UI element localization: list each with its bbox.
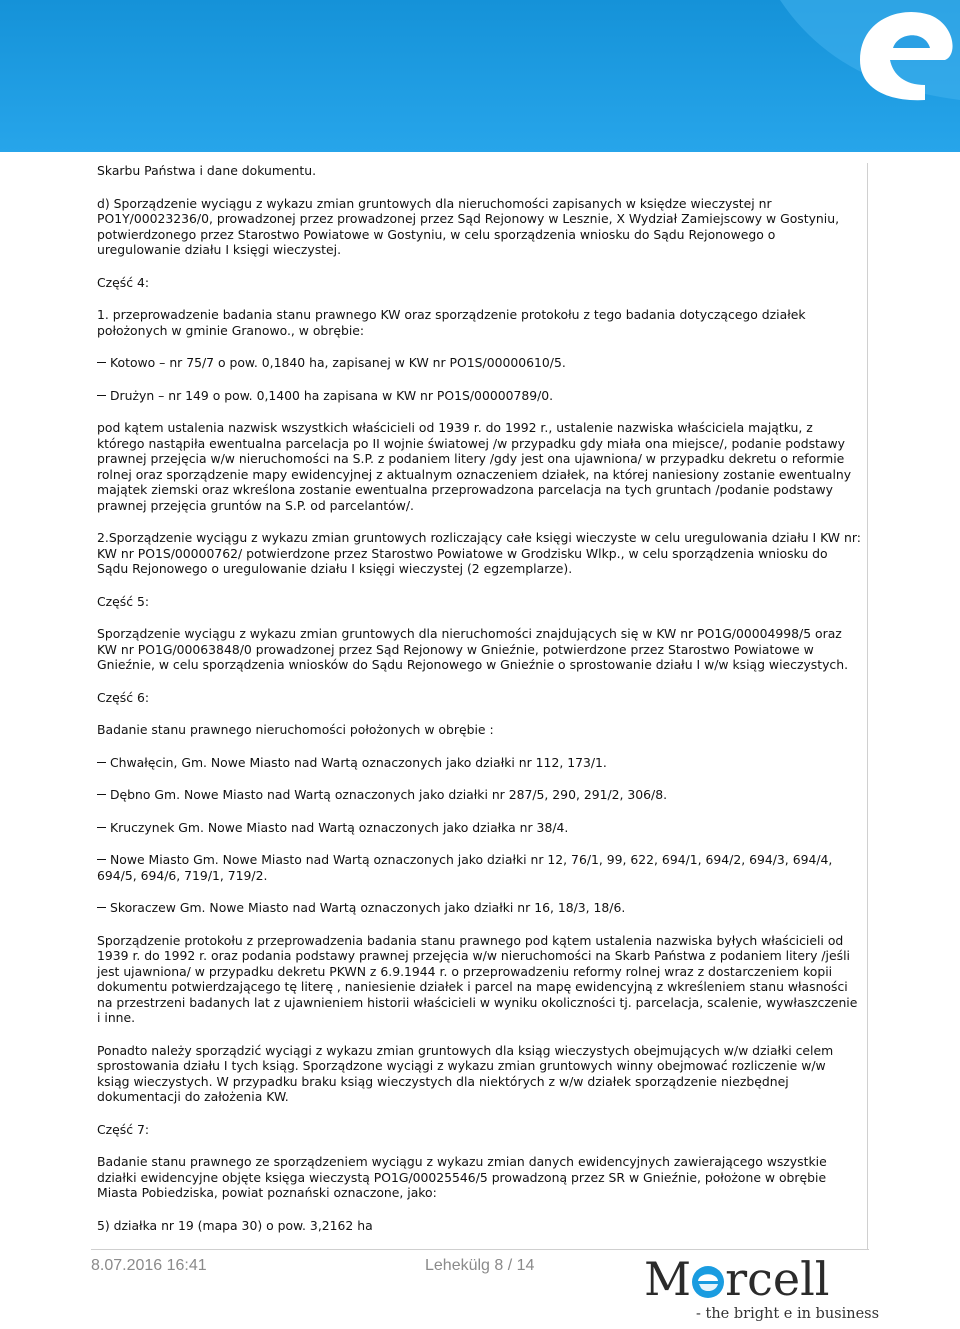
page-frame-line — [867, 163, 868, 1250]
part-6-paragraph-1: Sporządzenie protokołu z przeprowadzenia badania stanu prawnego pod kątem ustalenia nazwiska byłych właścicieli od 1939 r. do 1992 r. oraz podania podstawy prawnej przejęcia w/w nieruchomości na Skarb Państwa z podaniem litery /jeśli jest ujawniona/ w przypadku dekretu PKWN z 6.9.1944 r. o przeprowadzeniu reformy rolnej wraz z dostarczeniem kopii dokumentu potwierdzającego tę literę , naniesienie działek i parcel na mapę ewidencyjną z wkreśleniem stanu własności na przestrzeni badanych lat z ujawnieniem historii właścicieli w wyniku okoliczności tj. parcelacja, scalenie, wywłaszczenie i inne. — [97, 932, 858, 1025]
footer-date: 8.07.2016 16:41 — [91, 1257, 207, 1274]
part-4-bullet-1 — [97, 355, 861, 371]
logo-letters-rcell: rcell — [725, 1252, 830, 1306]
part-6-title: Część 6: — [97, 689, 150, 705]
part-4-item-1: 1. przeprowadzenie badania stanu prawnego KW oraz sporządzenie protokołu z tego badania dotyczącego działek położonych w gminie Granowo., w obrębie: — [97, 307, 806, 338]
footer-page-number: Lehekülg 8 / 14 — [425, 1257, 535, 1274]
part-6-bullet-2 — [97, 787, 861, 803]
bullet-text: Chwałęcin, Gm. Nowe Miasto nad Wartą oznaczonych jako działki nr 112, 173/1. — [110, 754, 607, 770]
bullet-text: Kruczynek Gm. Nowe Miasto nad Wartą oznaczonych jako działka nr 38/4. — [110, 819, 569, 835]
bullet-text: Skoraczew Gm. Nowe Miasto nad Wartą oznaczonych jako działki nr 16, 18/3, 18/6. — [110, 900, 626, 915]
part-7-title: Część 7: — [97, 1121, 150, 1137]
bullet-text: Nowe Miasto Gm. Nowe Miasto nad Wartą oznaczonych jako działki nr 12, 76/1, 99, 622, 694/1, 694/2, 694/3, 694/4, 694/5, 694/6, 719/1, 719/2. — [97, 852, 833, 883]
dash-bullet — [97, 362, 106, 363]
e-swirl-logo-icon — [0, 0, 960, 152]
logo-letter-m: M — [644, 1252, 692, 1306]
bullet-text: Kotowo – nr 75/7 o pow. 0,1840 ha, zapisanej w KW nr PO1S/00000610/5. — [110, 355, 566, 370]
part-6-bullet-1 — [97, 755, 861, 771]
bullet-text: Dębno Gm. Nowe Miasto nad Wartą oznaczonych jako działki nr 287/5, 290, 291/2, 306/8. — [110, 787, 668, 802]
dash-bullet — [97, 794, 106, 795]
logo-e-icon — [691, 1265, 725, 1299]
dash-bullet — [97, 859, 106, 860]
bullet-text: Drużyn – nr 149 o pow. 0,1400 ha zapisana w KW nr PO1S/00000789/0. — [110, 387, 554, 403]
part-6-bullet-3 — [97, 820, 861, 836]
dash-bullet — [97, 762, 106, 763]
header-banner — [0, 0, 960, 152]
part-6-bullet-4 — [97, 852, 861, 883]
logo-tagline: - the bright e in business — [696, 1306, 880, 1322]
part-4-title: Część 4: — [97, 274, 150, 290]
dash-bullet — [97, 907, 106, 908]
part-7-item: 5) działka nr 19 (mapa 30) o pow. 3,2162 ha — [97, 1217, 373, 1233]
dash-bullet — [97, 827, 106, 828]
part-4-item-2: 2.Sporządzenie wyciągu z wykazu zmian gruntowych rozliczający całe księgi wieczyste w celu uregulowania działu I KW nr: KW nr PO1S/00000762/ potwierdzone przez Starostwo Powiatowe w Grodzisku Wlkp., w celu sporządzenia wniosku do Sądu Rejonowego o uregulowanie działu I księgi wieczystej (2 egzemplarze). — [97, 530, 861, 576]
part-6-bullet-5 — [97, 900, 861, 916]
logo-wordmark — [644, 1254, 830, 1304]
part-7-paragraph: Badanie stanu prawnego ze sporządzeniem wyciągu z wykazu zmian danych ewidencyjnych zawierającego wszystkie działki ewidencyjne objęte księga wieczystą PO1G/00025546/5 prowadzoną przez SR w Gnieźnie, położone w obrębie Miasta Pobiedziska, powiat poznański oznaczone, jako: — [97, 1154, 827, 1200]
document-body — [97, 163, 861, 1250]
marcell-logo — [644, 1252, 880, 1326]
footer-divider — [91, 1249, 869, 1250]
intro-line: Skarbu Państwa i dane dokumentu. — [97, 163, 317, 178]
part-6-intro: Badanie stanu prawnego nieruchomości położonych w obrębie : — [97, 722, 494, 737]
part-5-title: Część 5: — [97, 593, 150, 609]
part-4-bullet-2 — [97, 388, 861, 404]
part-5-paragraph: Sporządzenie wyciągu z wykazu zmian gruntowych dla nieruchomości znajdujących się w KW nr PO1G/00004998/5 oraz KW nr PO1G/00063848/0 prowadzonej przez Sąd Rejonowy w Gnieźnie, potwierdzone przez Starostwo Powiatowe w Gnieźnie, w celu sporządzenia wniosków do Sądu Rejonowego w Gnieźnie o sprostowanie działu I w/w ksiąg wieczystych. — [97, 626, 849, 672]
paragraph-d: d) Sporządzenie wyciągu z wykazu zmian gruntowych dla nieruchomości zapisanych w księdze wieczystej nr PO1Y/00023236/0, prowadzonej przez prowadzonej przez Sąd Rejonowy w Lesznie, X Wydział Zamiejscowy w Gostyniu, potwierdzonego przez Starostwo Powiatowe w Gostyniu, w celu sporządzenia wniosku do Sądu Rejonowego o uregulowanie działu I księgi wieczystej. — [97, 195, 840, 257]
dash-bullet — [97, 395, 106, 396]
part-6-paragraph-2: Ponadto należy sporządzić wyciągi z wykazu zmian gruntowych dla ksiąg wieczystych obejmujących w/w działki celem sprostowania działu I tych ksiąg. Sporządzone wyciągi z wykazu zmian gruntowych winny obejmować rozliczenie w/w ksiąg wieczystych. W przypadku braku ksiąg wieczystych dla niektórych z w/w działek sporządzenie niezbędnej dokumentacji do założenia KW. — [97, 1042, 834, 1104]
part-4-paragraph: pod kątem ustalenia nazwisk wszystkich właścicieli od 1939 r. do 1992 r., ustalenie nazwiska właściciela majątku, z którego nastąpiła ewentualna parcelacja po II wojnie światowej /w przypadku gdy miała ona miejsce/, podanie podstawy prawnej przejęcia w/w nieruchomości na S.P. z podaniem litery /gdy jest ona ujawniona/ w przypadku dekretu o reformie rolnej oraz sporządzenie mapy ewidencyjnej z aktualnym oznaczeniem działek, na której naniesiony zostanie ewentualny majątek ziemski oraz wkreślona zostanie ewentualna przeprowadzona parcelacja na tych gruntach /podanie podstawy prawnej przejęcia gruntów na S.P. od parcelantów/. — [97, 420, 852, 513]
